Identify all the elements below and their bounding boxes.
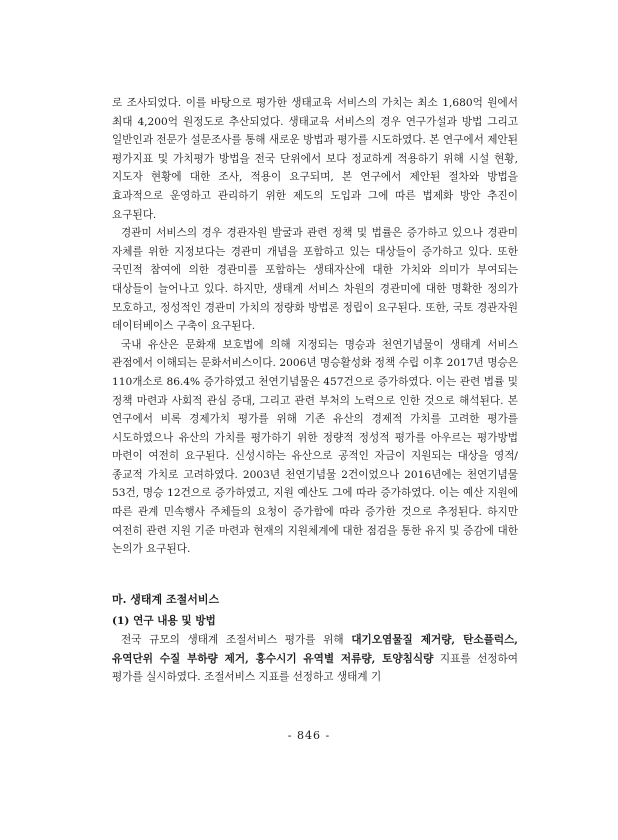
paragraph-national-heritage: 국내 유산은 문화재 보호법에 의해 지정되는 명승과 천연기념물이 생태계 서비스 관점에서 이해되는 문화서비스이다. 2006년 명승활성화 정책 수립 이후 2017년 명승은 110개소로 86.4% 증가하였고 천연기념물은 457건으로 증가하였다. 이는 관련 법률 및 정책 마련과 사회적 관심 증대, 그리고 관련 부처의 노력으로 인한 것으로 해석된다. 본 연구에서 비록 경제가치 평가를 위해 기존 유산의 경제적 가치를 고려한 평가를 시도하였으나 유산의 가치를 평가하기 위한 정량적 정성적 평가를 아우르는 평가방법 마련이 여전히 요구된다. 신성시하는 유산으로 공적인 자금이 지원되는 대상을 영적/종교적 가치로 고려하였다. 2003년 천연기념물 2건이었으나 2016년에는 천연기념물 53건, 명승 12건으로 증가하였고, 지원 예산도 그에 따라 증가하였다. 이는 예산 지원에 따른 관계 민속행사 주체들의 요청이 증가함에 따라 증가한 것으로 추정된다. 하지만 여전히 관련 지원 기준 마련과 현재의 지원체계에 대한 점검을 통한 유지 및 증감에 대한 논의가 요구된다. (112, 338, 518, 556)
paragraph-regulating-service (112, 631, 518, 687)
body-text-lower (112, 631, 518, 687)
paragraph-intro: 전국 규모의 생태계 조절서비스 평가를 위해 (121, 634, 352, 646)
section-heading: 마. 생태계 조절서비스 (112, 593, 220, 606)
indicator-terms: 대기오염물질 제거량, 탄소플럭스, 유역단위 수질 부하량 제거, 홍수시기 유역별 저류량, 토양침식량 (112, 634, 518, 665)
body-text-upper (112, 94, 518, 559)
page-number: - 846 - (287, 729, 331, 742)
paragraph-landscape-beauty: 경관미 서비스의 경우 경관자원 발굴과 관련 정책 및 법률은 증가하고 있으나 경관미 자체를 위한 지정보다는 경관미 개념을 포함하고 있는 대상들이 증가하고 있다. 또한 국민적 참여에 의한 경관미를 포함하는 생태자산에 대한 가치와 의미가 부여되는 대상들이 늘어나고 있다. 하지만, 생태계 서비스 차원의 경관미에 대한 명확한 정의가 모호하고, 정성적인 경관미 가치의 정량화 방법론 정립이 요구된다. 또한, 국토 경관자원 데이터베이스 구축이 요구된다. (112, 227, 518, 333)
paragraph-rest: 지표를 선정하여 평가를 실시하였다. 조절서비스 지표를 선정하고 생태계 기 (112, 652, 518, 684)
sub-heading: (1) 연구 내용 및 방법 (112, 615, 216, 627)
paragraph-ecological-education: 로 조사되었다. 이를 바탕으로 평가한 생태교육 서비스의 가치는 최소 1,680억 원에서 최대 4,200억 원정도로 추산되었다. 생태교육 서비스의 경우 연구가설과 방법 그리고 일반인과 전문가 설문조사를 통해 새로운 방법과 평가를 시도하였다. 본 연구에서 제안된 평가지표 및 가치평가 방법을 전국 단위에서 보다 정교하게 적용하기 위해 시설 현황, 지도자 현황에 대한 조사, 적용이 요구되며, 본 연구에서 제안된 절차와 방법을 효과적으로 운영하고 관리하기 위한 제도의 도입과 그에 따른 법제화 방안 추진이 요구된다. (112, 97, 518, 221)
